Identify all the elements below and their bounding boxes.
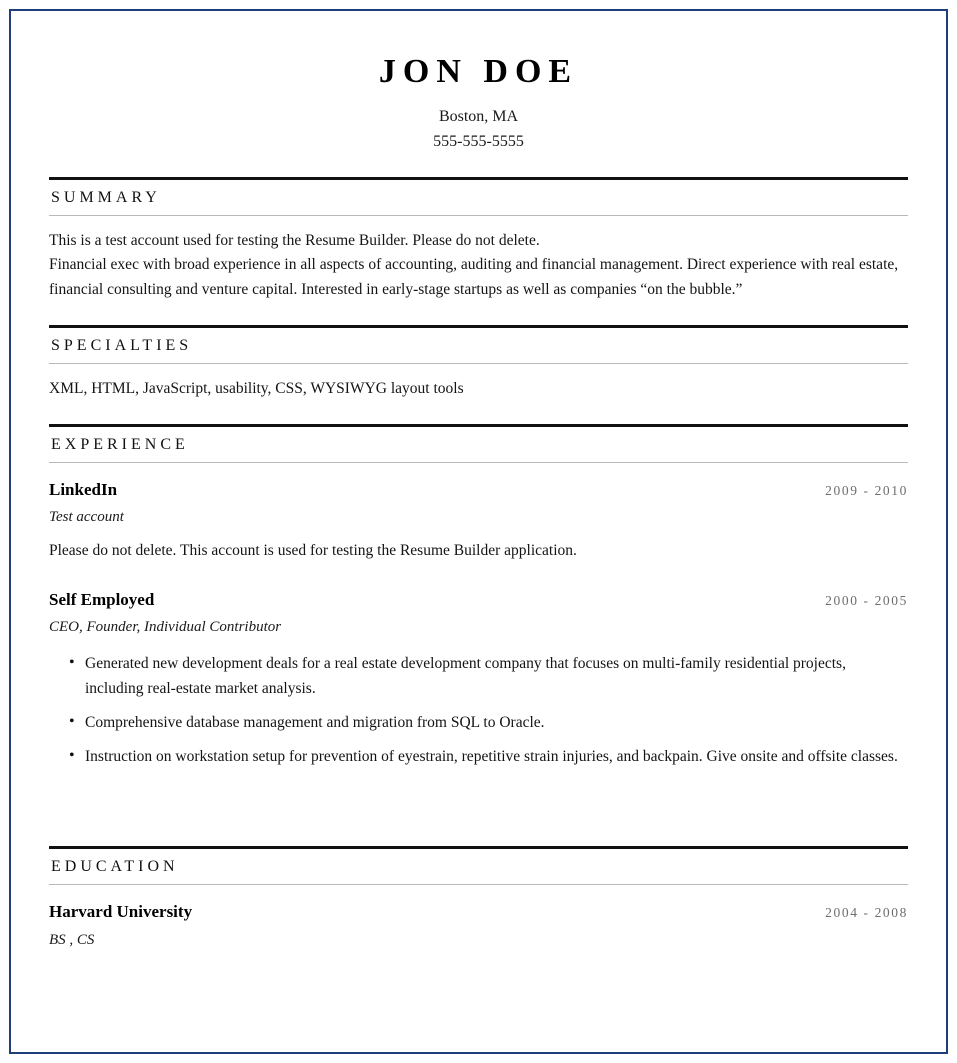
section-body-summary xyxy=(49,216,908,303)
section-education xyxy=(49,846,908,951)
section-spacer xyxy=(49,778,908,824)
experience-organization: LinkedIn xyxy=(49,479,118,499)
contact-phone: 555-555-5555 xyxy=(433,132,524,150)
experience-organization: Self Employed xyxy=(49,589,155,609)
education-institution: Harvard University xyxy=(49,902,193,922)
specialties-paragraph: XML, HTML, JavaScript, usability, CSS, WYSIWYG layout tools xyxy=(49,379,464,397)
section-body-specialties xyxy=(49,364,908,402)
list-item: • Instruction on workstation setup for prevention of eyestrain, repetitive strain injuries, and backpain. Give onsite and offsite classes. xyxy=(69,744,908,769)
section-body-experience xyxy=(49,463,908,825)
education-dates: 2004 - 2008 xyxy=(825,905,908,921)
section-title-summary: SUMMARY xyxy=(49,180,908,216)
experience-entry xyxy=(49,586,908,770)
education-entry-header xyxy=(49,898,908,925)
section-experience xyxy=(49,424,908,825)
experience-bullet-list xyxy=(49,651,908,769)
resume-document xyxy=(49,53,908,952)
document-border xyxy=(9,9,948,1054)
section-summary xyxy=(49,177,908,303)
section-body-education xyxy=(49,885,908,951)
list-item: • Comprehensive database management and migration from SQL to Oracle. xyxy=(69,710,908,735)
section-specialties xyxy=(49,325,908,402)
section-title-experience: EXPERIENCE xyxy=(49,427,908,463)
experience-entry-header xyxy=(49,476,908,503)
list-item: • Generated new development deals for a real estate development company that focuses on multi-family residential projects, including real-estate market analysis. xyxy=(69,651,908,701)
section-title-education: EDUCATION xyxy=(49,849,908,885)
section-title-specialties: SPECIALTIES xyxy=(49,328,908,364)
experience-dates: 2009 - 2010 xyxy=(825,482,908,498)
experience-description: Please do not delete. This account is used for testing the Resume Builder application. xyxy=(49,541,577,559)
education-entry xyxy=(49,898,908,951)
contact-location: Boston, MA xyxy=(438,108,519,125)
summary-paragraph: Financial exec with broad experience in all aspects of accounting, auditing and financial management. Direct experience with real estate, financial consulting and venture capital. Interested in early-stage startups as well as companies “on the bubble.” xyxy=(49,256,899,299)
education-degree: BS , CS xyxy=(49,931,95,948)
experience-entry xyxy=(49,476,908,564)
experience-dates: 2000 - 2005 xyxy=(825,592,908,608)
experience-role: Test account xyxy=(49,508,124,525)
summary-paragraph: This is a test account used for testing the Resume Builder. Please do not delete. xyxy=(49,231,540,249)
page-title: JON DOE xyxy=(378,53,579,90)
experience-role: CEO, Founder, Individual Contributor xyxy=(49,618,282,635)
experience-entry-header xyxy=(49,586,908,613)
